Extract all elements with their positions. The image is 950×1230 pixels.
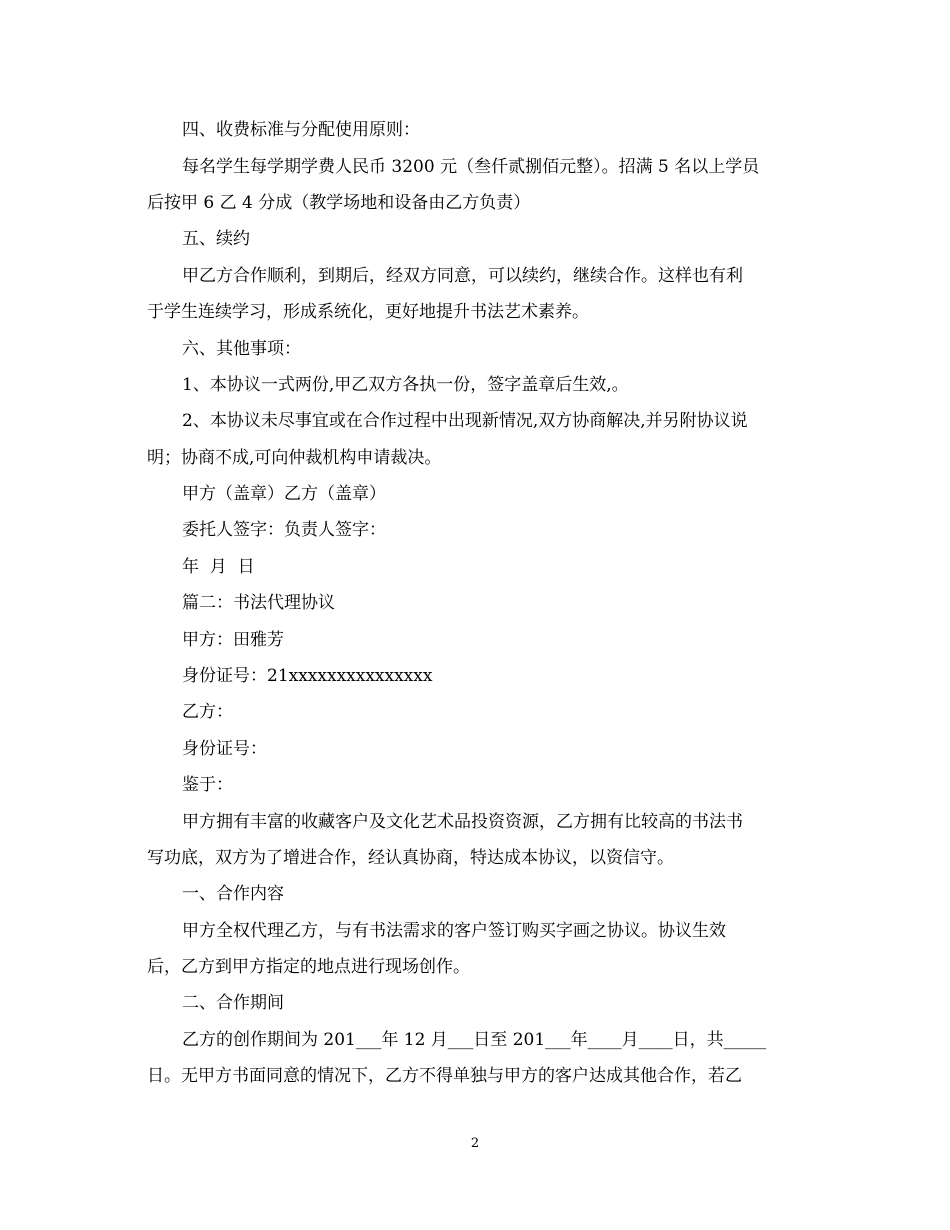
- paragraph-line: 甲乙方合作顺利，到期后，经双方同意，可以续约，继续合作。这样也有利: [182, 266, 743, 286]
- paragraph-line: 后，乙方到甲方指定的地点进行现场创作。: [147, 957, 470, 977]
- whereas-heading: 鉴于：: [182, 775, 233, 795]
- signature-line: 委托人签字：负责人签字：: [182, 520, 386, 540]
- paragraph-line: 甲方全权代理乙方，与有书法需求的客户签订购买字画之协议。协议生效: [182, 921, 726, 941]
- paragraph-line: 明；协商不成,可向仲裁机构申请裁决。: [147, 448, 442, 468]
- section-heading-content: 一、合作内容: [182, 884, 284, 904]
- paragraph-line: 日。无甲方书面同意的情况下，乙方不得单独与甲方的客户达成其他合作，若乙: [147, 1066, 742, 1086]
- section-heading-other: 六、其他事项：: [182, 339, 301, 359]
- section-heading-period: 二、合作期间: [182, 993, 284, 1013]
- seal-line: 甲方（盖章）乙方（盖章）: [182, 484, 386, 504]
- paragraph-line: 2、本协议未尽事宜或在合作过程中出现新情况,双方协商解决,并另附协议说: [182, 411, 748, 431]
- party-b-line: 乙方：: [182, 702, 233, 722]
- page-number: 2: [470, 1136, 480, 1151]
- date-line: 年 月 日: [182, 557, 255, 577]
- paragraph-line: 后按甲 6 乙 4 分成（教学场地和设备由乙方负责）: [147, 193, 531, 213]
- paragraph-line: 于学生连续学习，形成系统化，更好地提升书法艺术素养。: [147, 302, 589, 322]
- paragraph-line: 甲方拥有丰富的收藏客户及文化艺术品投资资源，乙方拥有比较高的书法书: [182, 812, 743, 832]
- paragraph-line: 1、本协议一式两份,甲乙双方各执一份，签字盖章后生效,。: [182, 375, 629, 395]
- party-a-id-line: 身份证号：21xxxxxxxxxxxxxxx: [182, 666, 433, 686]
- party-b-id-line: 身份证号：: [182, 739, 267, 759]
- party-a-line: 甲方：田雅芳: [182, 630, 284, 650]
- paragraph-line: 乙方的创作期间为 201___年 12 月___日至 201___年____月____日，共_____: [182, 1030, 767, 1050]
- section-heading-renewal: 五、续约: [182, 229, 250, 249]
- section-heading-fees: 四、收费标准与分配使用原则：: [182, 120, 420, 140]
- chapter-title: 篇二：书法代理协议: [182, 593, 335, 613]
- paragraph-line: 每名学生每学期学费人民币 3200 元（叁仟贰捌佰元整）。招满 5 名以上学员: [182, 157, 760, 177]
- paragraph-line: 写功底，双方为了增进合作，经认真协商，特达成本协议，以资信守。: [147, 848, 674, 868]
